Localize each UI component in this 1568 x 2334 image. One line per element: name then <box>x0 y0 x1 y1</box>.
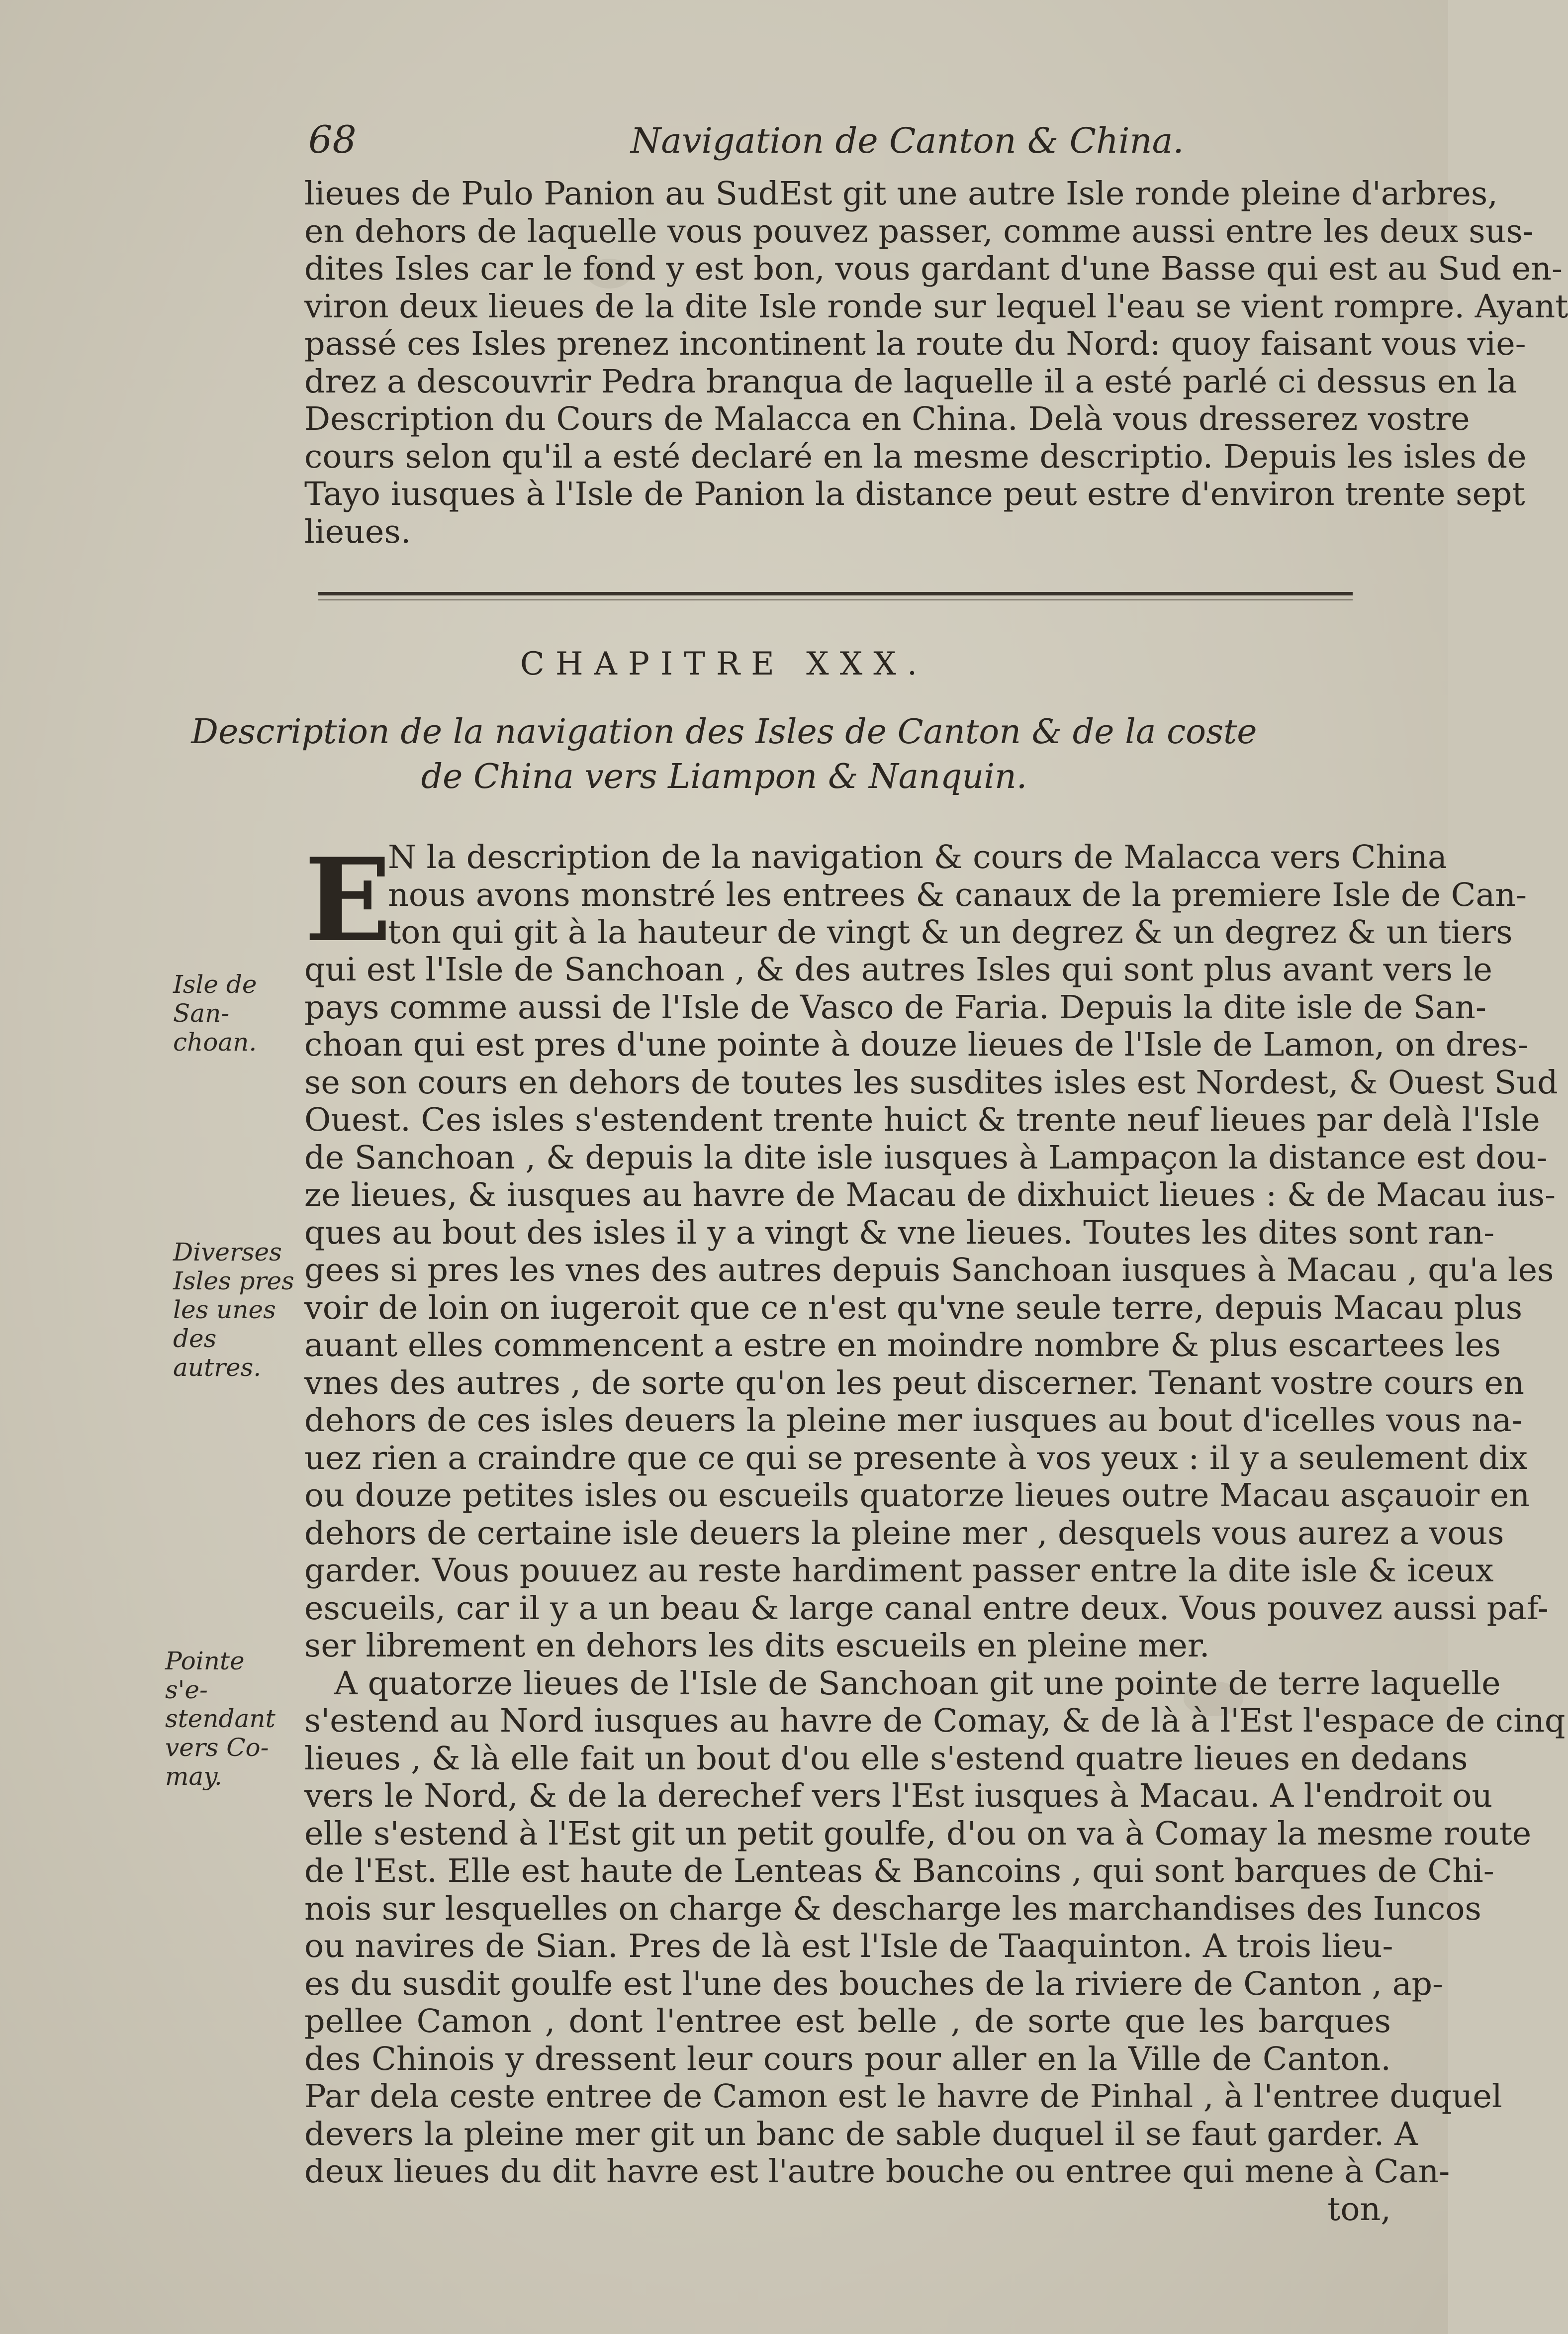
text-line: dites Isles car le fond y est bon, vous gardant d'une Basse qui est au Sud en- <box>304 250 1563 288</box>
running-title: Navigation de Canton & China. <box>631 120 1184 161</box>
text-line: de l'Est. Elle est haute de Lenteas & Bancoins , qui sont barques de Chi- <box>304 1852 1494 1890</box>
text-line: es du susdit goulfe est l'une des bouches de la riviere de Canton , ap- <box>304 1965 1444 2003</box>
margin-note: Isle de San- choan. <box>173 970 257 1057</box>
page-header <box>308 117 1392 167</box>
text-line: deux lieues du dit havre est l'autre bouche ou entree qui mene à Can- <box>304 2153 1450 2190</box>
text-line: ou navires de Sian. Pres de là est l'Isle de Taaquinton. A trois lieu- <box>304 1928 1393 1965</box>
chapter-title-line-2: de China vers Liampon & Nanquin. <box>421 757 1027 796</box>
text-line: escueils, car il y a un beau & large canal entre deux. Vous pouvez aussi paf- <box>304 1589 1549 1627</box>
section-divider <box>318 592 1353 600</box>
text-line: ser librement en dehors les dits escueils en pleine mer. <box>304 1627 1210 1664</box>
text-line: Ouest. Ces isles s'estendent trente huict & trente neuf lieues par delà l'Isle <box>304 1101 1540 1139</box>
text-line: voir de loin on iugeroit que ce n'est qu'vne seule terre, depuis Macau plus <box>304 1289 1523 1327</box>
text-line: gees si pres les vnes des autres depuis Sanchoan iusques à Macau , qu'a les <box>304 1252 1554 1289</box>
chapter-heading: CHAPITRE XXX. <box>520 646 928 682</box>
text-line: uez rien a craindre que ce qui se presente à vos yeux : il y a seulement dix <box>304 1439 1528 1477</box>
text-line: garder. Vous pouuez au reste hardiment passer entre la dite isle & iceux <box>304 1552 1494 1589</box>
text-line: Par dela ceste entree de Camon est le havre de Pinhal , à l'entree duquel <box>304 2078 1502 2115</box>
text-line: devers la pleine mer git un banc de sable duquel il se faut garder. A <box>304 2115 1418 2153</box>
text-line: cours selon qu'il a esté declaré en la mesme descriptio. Depuis les isles de <box>304 438 1527 476</box>
margin-note: Pointe s'e- stendant vers Co- may. <box>165 1647 276 1791</box>
text-line: A quatorze lieues de l'Isle de Sanchoan git une pointe de terre laquelle <box>334 1664 1501 1702</box>
text-line: lieues , & là elle fait un bout d'ou elle s'estend quatre lieues en dedans <box>304 1740 1468 1777</box>
text-line: pays comme aussi de l'Isle de Vasco de Faria. Depuis la dite isle de San- <box>304 988 1486 1026</box>
text-line: des Chinois y dressent leur cours pour aller en la Ville de Canton. <box>304 2040 1391 2078</box>
text-line: nois sur lesquelles on charge & descharge les marchandises des Iuncos <box>304 1890 1481 1928</box>
text-line: Description du Cours de Malacca en China. Delà vous dresserez vostre <box>304 400 1470 438</box>
text-line: qui est l'Isle de Sanchoan , & des autres Isles qui sont plus avant vers le <box>304 951 1492 988</box>
text-line: elle s'estend à l'Est git un petit goulfe, d'ou on va à Comay la mesme route <box>304 1815 1532 1852</box>
main-paragraph <box>304 951 1566 2228</box>
text-line: choan qui est pres d'une pointe à douze lieues de l'Isle de Lamon, on dres- <box>304 1026 1529 1064</box>
text-line: nous avons monstré les entrees & canaux de la premiere Isle de Can- <box>388 876 1527 914</box>
text-line: vnes des autres , de sorte qu'on les peut discerner. Tenant vostre cours en <box>304 1364 1524 1402</box>
text-line: de Sanchoan , & depuis la dite isle iusques à Lampaçon la distance est dou- <box>304 1139 1548 1176</box>
text-line: dehors de certaine isle deuers la pleine mer , desquels vous aurez a vous <box>304 1514 1504 1552</box>
text-line: ou douze petites isles ou escueils quatorze lieues outre Macau asçauoir en <box>304 1477 1530 1514</box>
text-line: viron deux lieues de la dite Isle ronde sur lequel l'eau se vient rompre. Ayant <box>304 288 1568 325</box>
text-line: drez a descouvrir Pedra branqua de laquelle il a esté parlé ci dessus en la <box>304 363 1517 400</box>
top-paragraph <box>304 175 1568 551</box>
opening-lines <box>388 839 1527 952</box>
chapter-title-line-1: Description de la navigation des Isles de Canton & de la coste <box>191 712 1257 752</box>
text-line: Tayo iusques à l'Isle de Panion la distance peut estre d'environ trente sept <box>304 476 1525 513</box>
text-line: dehors de ces isles deuers la pleine mer iusques au bout d'icelles vous na- <box>304 1402 1523 1439</box>
drop-cap: E <box>304 833 392 968</box>
text-line: vers le Nord, & de la derechef vers l'Est iusques à Macau. A l'endroit ou <box>304 1777 1493 1815</box>
text-line: pellee Camon , dont l'entree est belle , de sorte que les barques <box>304 2003 1391 2040</box>
text-line: passé ces Isles prenez incontinent la route du Nord: quoy faisant vous vie- <box>304 325 1526 363</box>
text-line: s'estend au Nord iusques au havre de Comay, & de là à l'Est l'espace de cinq <box>304 1702 1566 1740</box>
text-line: ques au bout des isles il y a vingt & vne lieues. Toutes les dites sont ran- <box>304 1214 1495 1252</box>
margin-note: Diverses Isles pres les unes des autres. <box>173 1238 294 1382</box>
text-line: ton, <box>1327 2190 1391 2228</box>
text-line: lieues de Pulo Panion au SudEst git une autre Isle ronde pleine d'arbres, <box>304 175 1498 212</box>
text-line: se son cours en dehors de toutes les susdites isles est Nordest, & Ouest Sud <box>304 1064 1558 1101</box>
text-line: N la description de la navigation & cours de Malacca vers China <box>388 839 1447 876</box>
text-line: auant elles commencent a estre en moindre nombre & plus escartees les <box>304 1327 1501 1364</box>
text-line: en dehors de laquelle vous pouvez passer, comme aussi entre les deux sus- <box>304 212 1534 250</box>
page-number: 68 <box>308 117 357 162</box>
text-line: lieues. <box>304 513 411 551</box>
text-line: ton qui git à la hauteur de vingt & un degrez & un degrez & un tiers <box>388 914 1513 951</box>
text-line: ze lieues, & iusques au havre de Macau de dixhuict lieues : & de Macau ius- <box>304 1176 1556 1214</box>
